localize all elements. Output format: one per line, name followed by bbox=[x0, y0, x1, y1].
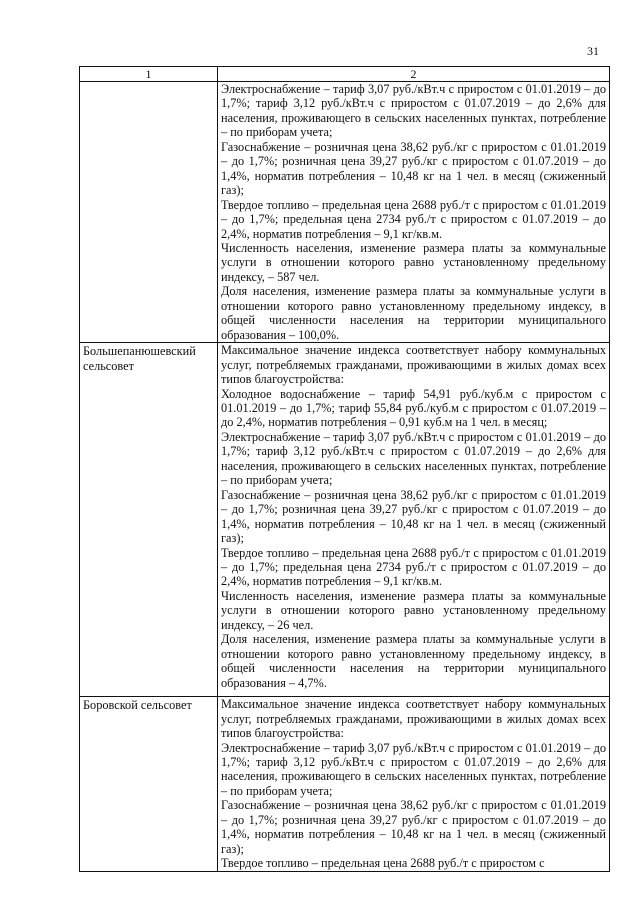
paragraph: Твердое топливо – предельная цена 2688 руб./т с приростом с bbox=[221, 856, 545, 871]
paragraph: Газоснабжение – розничная цена 38,62 руб./кг с приростом с 01.01.2019 – до 1,7%; розничная цена 39,27 руб./кг с приростом с 01.07.2019 – до 1,4%, норматив потребления – 10,48 кг на 1 чел. в месяц (сжиженный газ); bbox=[221, 139, 606, 198]
table-header-row bbox=[80, 67, 610, 82]
paragraph: Численность населения, изменение размера платы за коммунальные услуги в отношении которого равно установленному предельному индексу, – 587 чел. bbox=[221, 240, 606, 284]
paragraph: Холодное водоснабжение – тариф 54,91 руб./куб.м с приростом с 01.01.2019 – до 1,7%; тариф 55,84 руб./куб.м с приростом с 01.07.2019 – до 2,4%, норматив потребления – 0,91 куб.м на 1 чел. в месяц; bbox=[221, 386, 606, 430]
paragraph: Максимальное значение индекса соответствует набору коммунальных услуг, потребляемых гражданами, проживающими в жилых домах всех типов благоустройства: bbox=[221, 697, 606, 741]
paragraph: Доля населения, изменение размера платы за коммунальные услуги в отношении которого равно установленному предельному индексу, в общей численности населения на территории муниципального образования – 100,0%. bbox=[221, 284, 606, 342]
table-row bbox=[80, 697, 610, 871]
indicator-description bbox=[218, 697, 610, 871]
municipality-name: Боровской сельсовет bbox=[80, 697, 218, 871]
page-number: 31 bbox=[587, 44, 599, 58]
paragraph: Газоснабжение – розничная цена 38,62 руб./кг с приростом с 01.01.2019 – до 1,7%; розничная цена 39,27 руб./кг с приростом с 01.07.2019 – до 1,4%, норматив потребления – 10,48 кг на 1 чел. в месяц (сжиженный газ); bbox=[221, 798, 606, 856]
column-header: 2 bbox=[218, 67, 610, 82]
paragraph: Электроснабжение – тариф 3,07 руб./кВт.ч с приростом с 01.01.2019 – до 1,7%; тариф 3,12 руб./кВт.ч с приростом с 01.07.2019 – до 2,6% для населения, проживающего в сельских населенных пунктах, потребление – по приборам учета; bbox=[221, 429, 606, 488]
paragraph: Доля населения, изменение размера платы за коммунальные услуги в отношении которого равно установленному предельному индексу, в общей численности населения на территории муниципального образования – 4,7%. bbox=[221, 632, 606, 690]
paragraph: Электроснабжение – тариф 3,07 руб./кВт.ч с приростом с 01.01.2019 – до 1,7%; тариф 3,12 руб./кВт.ч с приростом с 01.07.2019 – до 2,6% для населения, проживающего в сельских населенных пунктах, потребление – по приборам учета; bbox=[221, 82, 606, 140]
paragraph: Газоснабжение – розничная цена 38,62 руб./кг с приростом с 01.01.2019 – до 1,7%; розничная цена 39,27 руб./кг с приростом с 01.07.2019 – до 1,4%, норматив потребления – 10,48 кг на 1 чел. в месяц (сжиженный газ); bbox=[221, 487, 606, 546]
indicator-description bbox=[218, 343, 610, 697]
table-row bbox=[80, 82, 610, 343]
municipality-name bbox=[80, 82, 218, 343]
paragraph: Численность населения, изменение размера платы за коммунальные услуги в отношении которого равно установленному предельному индексу, – 26 чел. bbox=[221, 588, 606, 632]
tariff-table bbox=[79, 66, 610, 872]
column-header: 1 bbox=[80, 67, 218, 82]
paragraph: Максимальное значение индекса соответствует набору коммунальных услуг, потребляемых гражданами, проживающими в жилых домах всех типов благоустройства: bbox=[221, 343, 606, 387]
paragraph: Твердое топливо – предельная цена 2688 руб./т с приростом с 01.01.2019 – до 1,7%; предельная цена 2734 руб./т с приростом с 01.07.2019 – до 2,4%, норматив потребления – 9,1 кг/кв.м. bbox=[221, 545, 606, 589]
paragraph: Электроснабжение – тариф 3,07 руб./кВт.ч с приростом с 01.01.2019 – до 1,7%; тариф 3,12 руб./кВт.ч с приростом с 01.07.2019 – до 2,6% для населения, проживающего в сельских населенных пунктах, потребление – по приборам учета; bbox=[221, 740, 606, 798]
table-row bbox=[80, 343, 610, 697]
indicator-description bbox=[218, 82, 610, 343]
municipality-name: Большепанюшевский сельсовет bbox=[80, 343, 218, 697]
paragraph: Твердое топливо – предельная цена 2688 руб./т с приростом с 01.01.2019 – до 1,7%; предельная цена 2734 руб./т с приростом с 01.07.2019 – до 2,4%, норматив потребления – 9,1 кг/кв.м. bbox=[221, 197, 606, 241]
